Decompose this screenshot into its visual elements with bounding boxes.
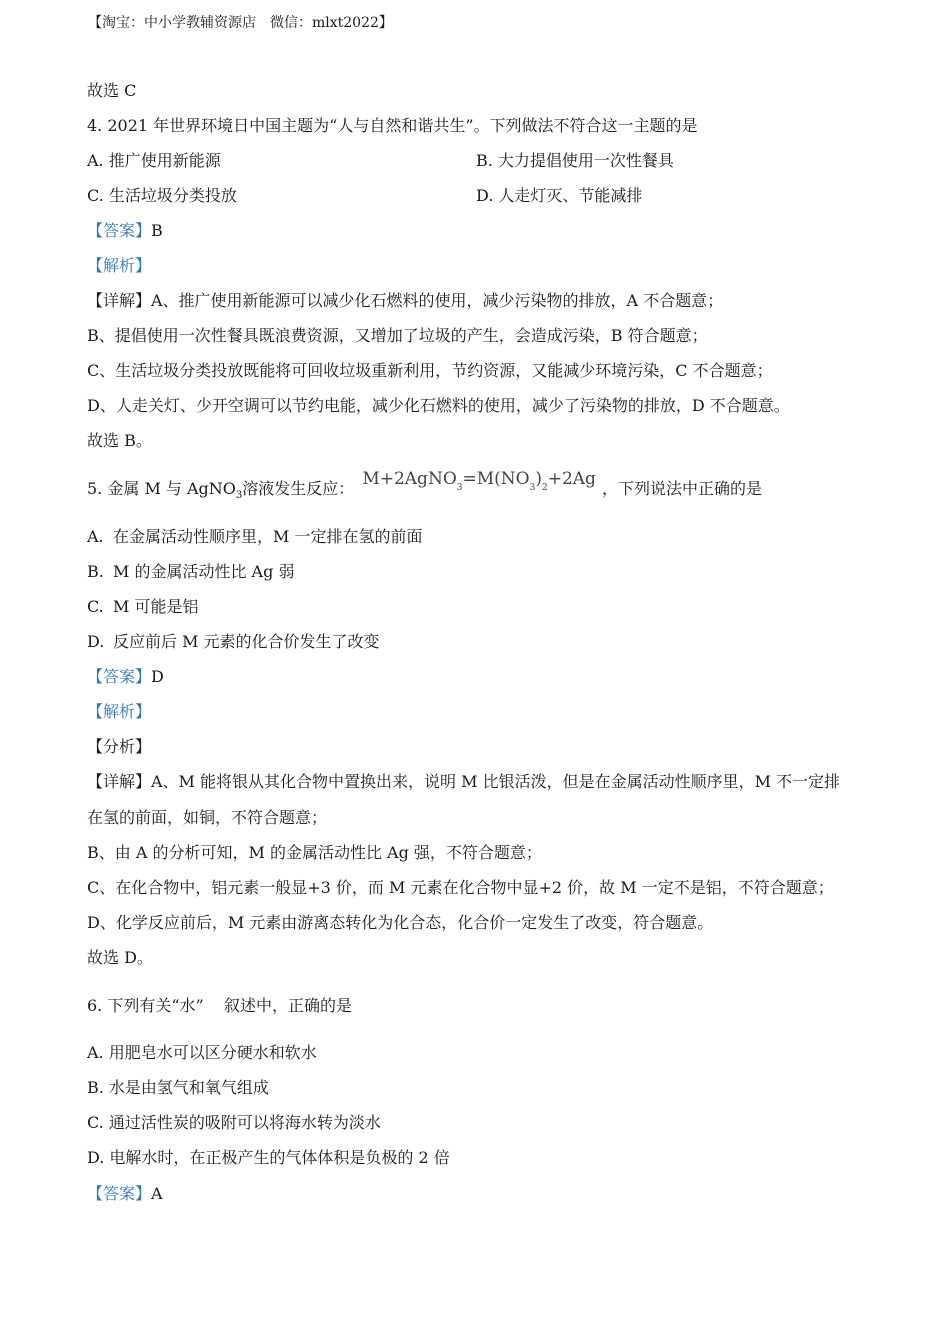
q4-conclusion: 故选 B。 (87, 431, 152, 450)
q4-detail-1: 【详解】A、推广使用新能源可以减少化石燃料的使用，减少污染物的排放，A 不合题意； (87, 291, 724, 310)
option-letter: C. (87, 597, 104, 616)
header-wechat: 微信：mlxt2022】 (270, 15, 393, 31)
q5-detail-5: D、化学反应前后，M 元素由游离态转化为化合态，化合价一定发生了改变，符合题意。 (87, 913, 714, 932)
eq-sub: 2 (541, 483, 548, 493)
eq-part: =M(NO (462, 469, 530, 489)
q4-stem: 4. 2021 年世界环境日中国主题为“人与自然和谐共生”。下列做法不符合这一主题的是 (87, 116, 698, 135)
eq-sub: 3 (456, 483, 463, 493)
q5-fenxi-tag: 【分析】 (87, 737, 152, 756)
q5-stem-post: ，下列说法中正确的是 (601, 479, 762, 498)
q6-option-c: C. 通过活性炭的吸附可以将海水转为淡水 (87, 1113, 381, 1132)
q4-option-d: D. 人走灯灭、节能减排 (476, 186, 643, 205)
q6-option-d: D. 电解水时，在正极产生的气体体积是负极的 2 倍 (87, 1148, 450, 1167)
q5-option-b (87, 562, 294, 582)
option-letter: B. (87, 562, 104, 581)
q5-detail-4: C、在化合物中，铝元素一般显+3 价，而 M 元素在化合物中显+2 价，故 M 一定不是铝，不符合题意； (87, 878, 834, 897)
q5-detail-1: 【详解】A、M 能将银从其化合物中置换出来，说明 M 比银活泼，但是在金属活动性顺序里，M 不一定排 (87, 772, 841, 791)
q5-detail-3: B、由 A 的分析可知，M 的金属活动性比 Ag 强，不符合题意； (87, 843, 542, 862)
answer-value: D (151, 667, 164, 686)
page-header (88, 13, 393, 33)
eq-part: ) (535, 469, 542, 489)
header-shop: 【淘宝：中小学教辅资源店 (88, 15, 256, 31)
answer-tag: 【答案】 (87, 1184, 152, 1203)
q5-option-c (87, 597, 198, 617)
option-text: 在金属活动性顺序里，M 一定排在氢的前面 (113, 527, 423, 546)
eq-part: +2Ag (547, 469, 596, 489)
q5-analysis-tag: 【解析】 (87, 702, 152, 721)
prev-conclusion: 故选 C (87, 81, 137, 100)
option-letter: A. (87, 527, 104, 546)
q4-option-a: A. 推广使用新能源 (87, 151, 221, 170)
option-letter: D. (87, 632, 105, 651)
q6-stem: 6. 下列有关“水” 叙述中，正确的是 (87, 996, 353, 1015)
eq-sub: 3 (529, 483, 536, 493)
option-text: M 的金属活动性比 Ag 弱 (113, 562, 295, 581)
q6-answer (87, 1184, 163, 1204)
q5-detail-2: 在氢的前面，如铜，不符合题意； (87, 808, 328, 827)
q5-stem (87, 469, 762, 508)
q5-stem-sub: 3 (235, 490, 243, 501)
answer-tag: 【答案】 (87, 221, 152, 240)
q5-answer (87, 667, 164, 687)
answer-tag: 【答案】 (87, 667, 152, 686)
q4-answer (87, 221, 163, 241)
q5-stem-pre: 5. 金属 M 与 AgNO (87, 479, 236, 498)
q4-detail-2: B、提倡使用一次性餐具既浪费资源，又增加了垃圾的产生，会造成污染，B 符合题意； (87, 326, 708, 345)
answer-value: A (151, 1184, 163, 1203)
q4-detail-3: C、生活垃圾分类投放既能将可回收垃圾重新利用，节约资源，又能减少环境污染，C 不合题意； (87, 361, 773, 380)
q5-stem-mid: 溶液发生反应： (242, 479, 355, 498)
q4-option-b: B. 大力提倡使用一次性餐具 (476, 151, 674, 170)
option-text: 反应前后 M 元素的化合价发生了改变 (113, 632, 380, 651)
q4-detail-4: D、人走关灯、少开空调可以节约电能，减少化石燃料的使用，减少了污染物的排放，D 不合题意。 (87, 396, 790, 415)
q5-option-a (87, 527, 422, 547)
q6-option-b: B. 水是由氢气和氧气组成 (87, 1078, 269, 1097)
q5-conclusion: 故选 D。 (87, 948, 153, 967)
q5-option-d (87, 632, 380, 652)
reaction-equation (362, 469, 596, 498)
answer-value: B (151, 221, 163, 240)
option-text: M 可能是铝 (113, 597, 199, 616)
q6-option-a: A. 用肥皂水可以区分硬水和软水 (87, 1043, 317, 1062)
q4-analysis-tag: 【解析】 (87, 256, 152, 275)
eq-part: M+2AgNO (362, 469, 457, 489)
q4-option-c: C. 生活垃圾分类投放 (87, 186, 237, 205)
